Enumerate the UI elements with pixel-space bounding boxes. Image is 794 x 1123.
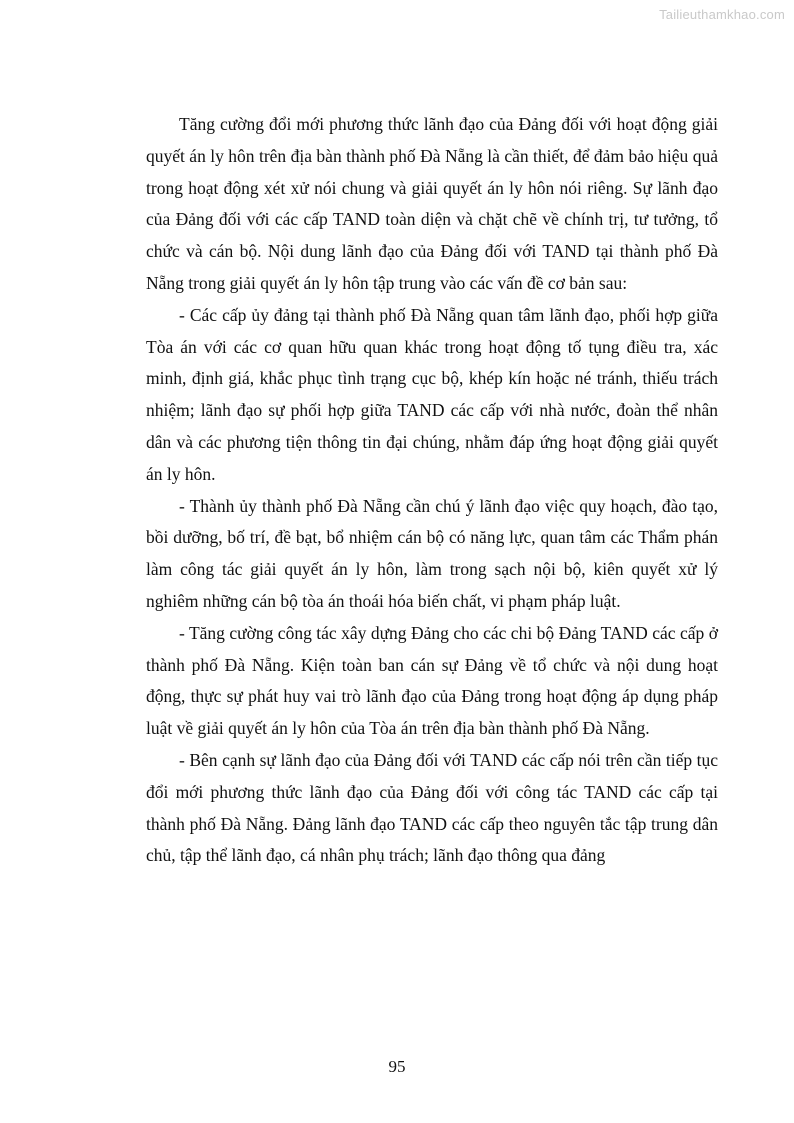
paragraph-party-committees: - Các cấp ủy đảng tại thành phố Đà Nẵng quan tâm lãnh đạo, phối hợp giữa Tòa án với các cơ quan hữu quan khác trong hoạt động tố tụng điều tra, xác minh, định giá, khắc phục tình trạng cục bộ, khép kín hoặc né tránh, thiếu trách nhiệm; lãnh đạo sự phối hợp giữa TAND các cấp với nhà nước, đoàn thể nhân dân và các phương tiện thông tin đại chúng, nhằm đáp ứng hoạt động giải quyết án ly hôn. [146,304,718,484]
paragraph-party-building: - Tăng cường công tác xây dựng Đảng cho các chi bộ Đảng TAND các cấp ở thành phố Đà Nẵng. Kiện toàn ban cán sự Đảng về tổ chức và nội dung hoạt động, thực sự phát huy vai trò lãnh đạo của Đảng trong hoạt động áp dụng pháp luật về giải quyết án ly hôn của Tòa án trên địa bàn thành phố Đà Nẵng. [146,622,718,739]
watermark-text: Tailieuthamkhao.com [659,7,785,22]
paragraph-city-committee: - Thành ủy thành phố Đà Nẵng cần chú ý lãnh đạo việc quy hoạch, đào tạo, bồi dưỡng, bố trí, đề bạt, bổ nhiệm cán bộ có năng lực, quan tâm các Thẩm phán làm công tác giải quyết án ly hôn, làm trong sạch nội bộ, kiên quyết xử lý nghiêm những cán bộ tòa án thoái hóa biến chất, vi phạm pháp luật. [146,495,718,611]
paragraph-leadership-renewal: - Bên cạnh sự lãnh đạo của Đảng đối với TAND các cấp nói trên cần tiếp tục đổi mới phương thức lãnh đạo của Đảng đối với công tác TAND các cấp tại thành phố Đà Nẵng. Đảng lãnh đạo TAND các cấp theo nguyên tắc tập trung dân chủ, tập thể lãnh đạo, cá nhân phụ trách; lãnh đạo thông qua đảng [146,749,718,866]
paragraph-intro: Tăng cường đổi mới phương thức lãnh đạo của Đảng đối với hoạt động giải quyết án ly hôn trên địa bàn thành phố Đà Nẵng là cần thiết, để đảm bảo hiệu quả trong hoạt động xét xử nói chung và giải quyết án ly hôn nói riêng. Sự lãnh đạo của Đảng đối với các cấp TAND toàn diện và chặt chẽ về chính trị, tư tưởng, tổ chức và cán bộ. Nội dung lãnh đạo của Đảng đối với TAND tại thành phố Đà Nẵng trong giải quyết án ly hôn tập trung vào các vấn đề cơ bản sau: [146,114,718,293]
page-number: 95 [388,1057,406,1076]
document-body [146,109,718,872]
